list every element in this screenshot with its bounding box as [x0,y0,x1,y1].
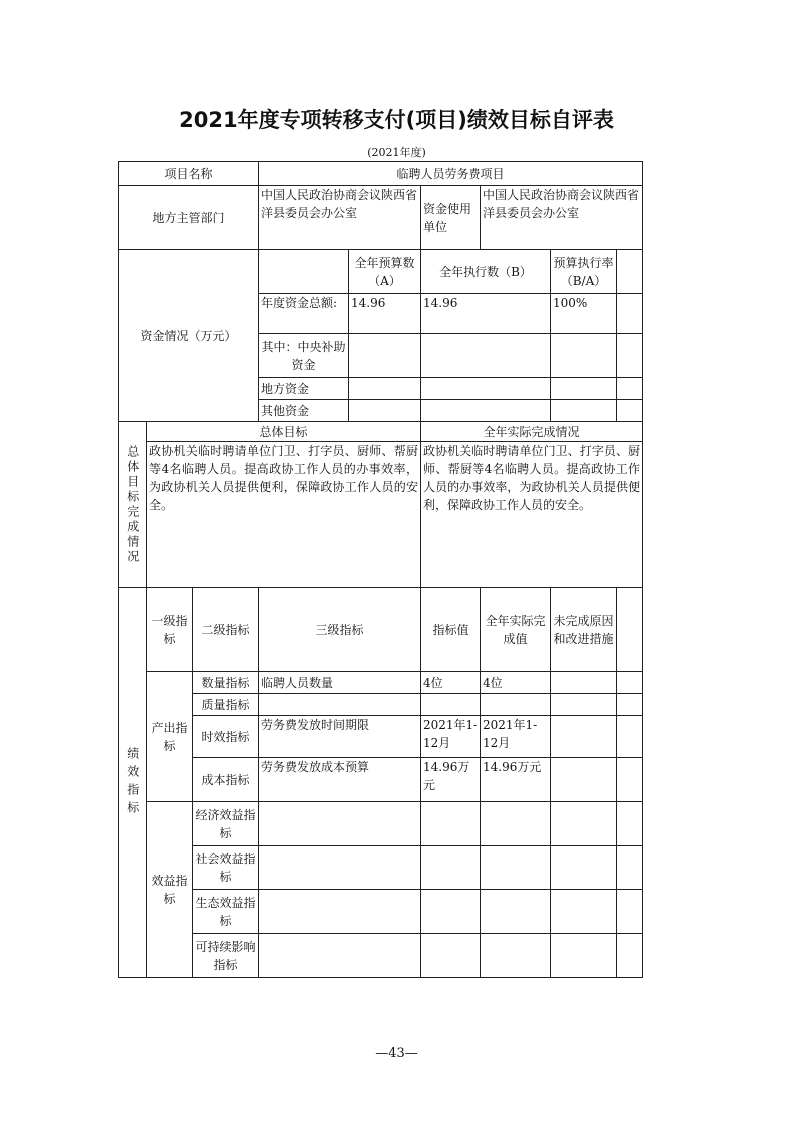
level3-header: 三级指标 [259,588,421,672]
indicator-l2: 经济效益指标 [193,802,259,846]
header-extra [617,588,643,672]
funds-row-label: 地方资金 [259,378,349,400]
indicator-l2: 质量指标 [193,694,259,716]
funds-row-extra [617,294,643,334]
funds-row-executed [421,378,551,400]
indicator-reason [551,758,617,802]
funds-row-extra [617,378,643,400]
funds-row-rate: 100% [551,294,617,334]
target-value-header: 指标值 [421,588,481,672]
indicator-actual [481,846,551,890]
indicator-l3: 劳务费发放时间期限 [259,716,421,758]
indicator-l3: 临聘人员数量 [259,672,421,694]
evaluation-table [118,161,643,978]
dept-value: 中国人民政治协商会议陕西省洋县委员会办公室 [259,186,421,250]
indicator-extra [617,802,643,846]
funds-row-budget [349,400,421,422]
execution-rate-header: 预算执行率（B/A） [551,250,617,294]
indicator-actual: 2021年1-12月 [481,716,551,758]
fund-user-value: 中国人民政治协商会议陕西省洋县委员会办公室 [481,186,643,250]
indicator-reason [551,716,617,758]
indicator-target [421,846,481,890]
actual-value-header: 全年实际完成值 [481,588,551,672]
indicator-l3 [259,934,421,978]
indicator-reason [551,934,617,978]
actual-completion-header: 全年实际完成情况 [421,422,643,442]
funds-row-executed [421,400,551,422]
executed-header: 全年执行数（B） [421,250,551,294]
output-indicator-label: 产出指标 [147,672,193,802]
indicator-reason [551,846,617,890]
funds-header-extra [617,250,643,294]
document-subtitle: (2021年度) [367,146,426,159]
indicator-l3 [259,802,421,846]
indicator-l2: 可持续影响指标 [193,934,259,978]
actual-completion-text: 政协机关临时聘请单位门卫、打字员、厨师、帮厨等4名临聘人员。提高政协工作人员的办事效率，为政协机关人员提供便利，保障政协工作人员的安全。 [421,442,643,588]
indicator-l3 [259,846,421,890]
indicator-reason [551,802,617,846]
funds-row-rate [551,378,617,400]
indicator-reason [551,672,617,694]
indicator-actual [481,934,551,978]
indicator-extra [617,672,643,694]
indicator-actual: 14.96万元 [481,758,551,802]
indicator-actual [481,890,551,934]
indicator-extra [617,846,643,890]
funds-row-rate [551,400,617,422]
dept-label: 地方主管部门 [119,186,259,250]
indicator-extra [617,934,643,978]
overall-goal-text: 政协机关临时聘请单位门卫、打字员、厨师、帮厨等4名临聘人员。提高政协工作人员的办事效率，为政协机关人员提供便利，保障政协工作人员的安全。 [147,442,421,588]
level2-header: 二级指标 [193,588,259,672]
indicator-l2: 社会效益指标 [193,846,259,890]
funds-row-extra [617,334,643,378]
project-name-label: 项目名称 [119,162,259,186]
funds-row-extra [617,400,643,422]
goals-side-label: 总体目标完成情况 [119,422,147,588]
funds-row-rate [551,334,617,378]
indicator-actual: 4位 [481,672,551,694]
document-title: 2021年度专项转移支付(项目)绩效目标自评表 [179,108,614,132]
funds-row-executed: 14.96 [421,294,551,334]
indicator-actual [481,802,551,846]
reason-header: 未完成原因和改进措施 [551,588,617,672]
project-name-value: 临聘人员劳务费项目 [259,162,643,186]
indicator-target [421,802,481,846]
indicator-target: 2021年1-12月 [421,716,481,758]
indicator-l3: 劳务费发放成本预算 [259,758,421,802]
funds-row-label: 其他资金 [259,400,349,422]
funds-section-label: 资金情况（万元） [119,250,259,422]
funds-row-executed [421,334,551,378]
indicator-extra [617,716,643,758]
budget-header: 全年预算数（A） [349,250,421,294]
indicator-l3 [259,890,421,934]
indicator-target [421,694,481,716]
indicator-target [421,934,481,978]
indicator-l2: 成本指标 [193,758,259,802]
indicator-extra [617,890,643,934]
funds-row-label: 其中：中央补助资金 [259,334,349,378]
indicator-l2: 生态效益指标 [193,890,259,934]
indicator-extra [617,758,643,802]
indicator-target: 14.96万元 [421,758,481,802]
indicator-l2: 数量指标 [193,672,259,694]
indicators-side-label: 绩效指标 [119,588,147,978]
benefit-indicator-label: 效益指标 [147,802,193,978]
funds-row-budget [349,334,421,378]
indicator-l2: 时效指标 [193,716,259,758]
indicator-actual [481,694,551,716]
indicator-target: 4位 [421,672,481,694]
fund-user-label: 资金使用单位 [421,186,481,250]
indicator-reason [551,890,617,934]
indicator-target [421,890,481,934]
indicator-reason [551,694,617,716]
level1-header: 一级指标 [147,588,193,672]
funds-row-label: 年度资金总额: [259,294,349,334]
funds-row-budget [349,378,421,400]
page-number: —43— [375,1046,418,1061]
indicator-extra [617,694,643,716]
funds-header-blank [259,250,349,294]
funds-row-budget: 14.96 [349,294,421,334]
indicator-l3 [259,694,421,716]
overall-goal-header: 总体目标 [147,422,421,442]
